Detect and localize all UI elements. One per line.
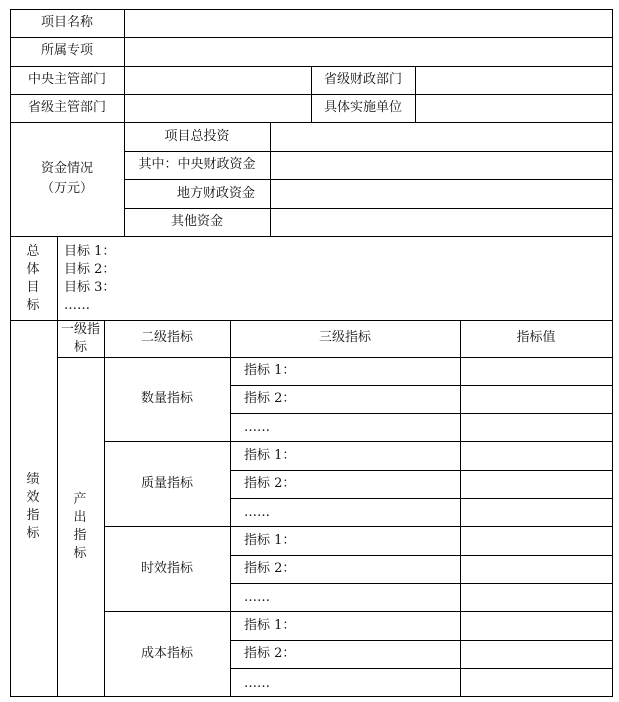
grid-line bbox=[104, 320, 105, 697]
grid-line bbox=[57, 236, 58, 697]
group-name-cost: 成本指标 bbox=[140, 646, 193, 661]
cost-row-1: 指标 1： bbox=[244, 618, 296, 633]
overall-goal-label: 总体目标 bbox=[26, 244, 40, 313]
central-dept-label: 中央主管部门 bbox=[27, 72, 106, 87]
grid-line bbox=[460, 320, 461, 697]
grid-line bbox=[10, 9, 11, 697]
grid-line bbox=[10, 320, 613, 321]
funds-label-line1: 资金情况 bbox=[40, 161, 93, 176]
goal-item-more: …… bbox=[64, 298, 90, 313]
goal-item-1: 目标 1： bbox=[64, 244, 116, 259]
local-funds-label: 地方财政资金 bbox=[177, 186, 256, 201]
value-header: 指标值 bbox=[516, 330, 556, 345]
group-name-quantity: 数量指标 bbox=[140, 391, 193, 406]
quantity-row-more: …… bbox=[244, 420, 270, 435]
quantity-row-2: 指标 2： bbox=[244, 391, 296, 406]
provincial-finance-label: 省级财政部门 bbox=[323, 72, 402, 87]
grid-line bbox=[415, 66, 416, 123]
grid-line bbox=[230, 555, 613, 556]
grid-line bbox=[311, 66, 312, 123]
grid-line bbox=[230, 385, 613, 386]
provincial-dept-label: 省级主管部门 bbox=[27, 100, 106, 115]
timeliness-row-1: 指标 1： bbox=[244, 533, 296, 548]
grid-line bbox=[230, 470, 613, 471]
grid-line bbox=[10, 696, 613, 697]
cost-row-more: …… bbox=[244, 676, 270, 691]
grid-line bbox=[612, 9, 613, 697]
grid-line bbox=[104, 526, 613, 527]
cost-row-2: 指标 2： bbox=[244, 646, 296, 661]
grid-line bbox=[230, 413, 613, 414]
grid-line bbox=[10, 236, 613, 237]
goal-item-2: 目标 2： bbox=[64, 262, 116, 277]
group-name-timeliness: 时效指标 bbox=[140, 561, 193, 576]
implementing-unit-label: 具体实施单位 bbox=[323, 100, 402, 115]
level1-header: 一级指标 bbox=[60, 322, 100, 355]
quality-row-1: 指标 1： bbox=[244, 448, 296, 463]
grid-line bbox=[10, 9, 613, 10]
grid-line bbox=[230, 583, 613, 584]
grid-line bbox=[270, 122, 271, 237]
grid-line bbox=[230, 498, 613, 499]
special-project-label: 所属专项 bbox=[40, 43, 93, 58]
grid-line bbox=[230, 640, 613, 641]
output-indicator-label: 产出指标 bbox=[73, 492, 87, 561]
grid-line bbox=[230, 668, 613, 669]
central-funds-label: 其中：中央财政资金 bbox=[138, 157, 256, 172]
grid-line bbox=[124, 208, 613, 209]
grid-line bbox=[230, 320, 231, 697]
goal-item-3: 目标 3： bbox=[64, 280, 116, 295]
quality-row-more: …… bbox=[244, 505, 270, 520]
quantity-row-1: 指标 1： bbox=[244, 363, 296, 378]
timeliness-row-2: 指标 2： bbox=[244, 561, 296, 576]
total-investment-label: 项目总投资 bbox=[164, 129, 230, 144]
timeliness-row-more: …… bbox=[244, 590, 270, 605]
performance-label: 绩效指标 bbox=[26, 472, 40, 541]
grid-line bbox=[124, 151, 613, 152]
grid-line bbox=[57, 357, 613, 358]
funds-label-line2: （万元） bbox=[40, 181, 93, 196]
grid-line bbox=[124, 9, 125, 237]
group-name-quality: 质量指标 bbox=[140, 476, 193, 491]
other-funds-label: 其他资金 bbox=[170, 214, 223, 229]
grid-line bbox=[104, 441, 613, 442]
grid-line bbox=[10, 37, 613, 38]
level2-header: 二级指标 bbox=[140, 330, 193, 345]
level3-header: 三级指标 bbox=[318, 330, 371, 345]
grid-line bbox=[124, 179, 613, 180]
quality-row-2: 指标 2： bbox=[244, 476, 296, 491]
project-name-label: 项目名称 bbox=[40, 15, 93, 30]
grid-line bbox=[104, 611, 613, 612]
